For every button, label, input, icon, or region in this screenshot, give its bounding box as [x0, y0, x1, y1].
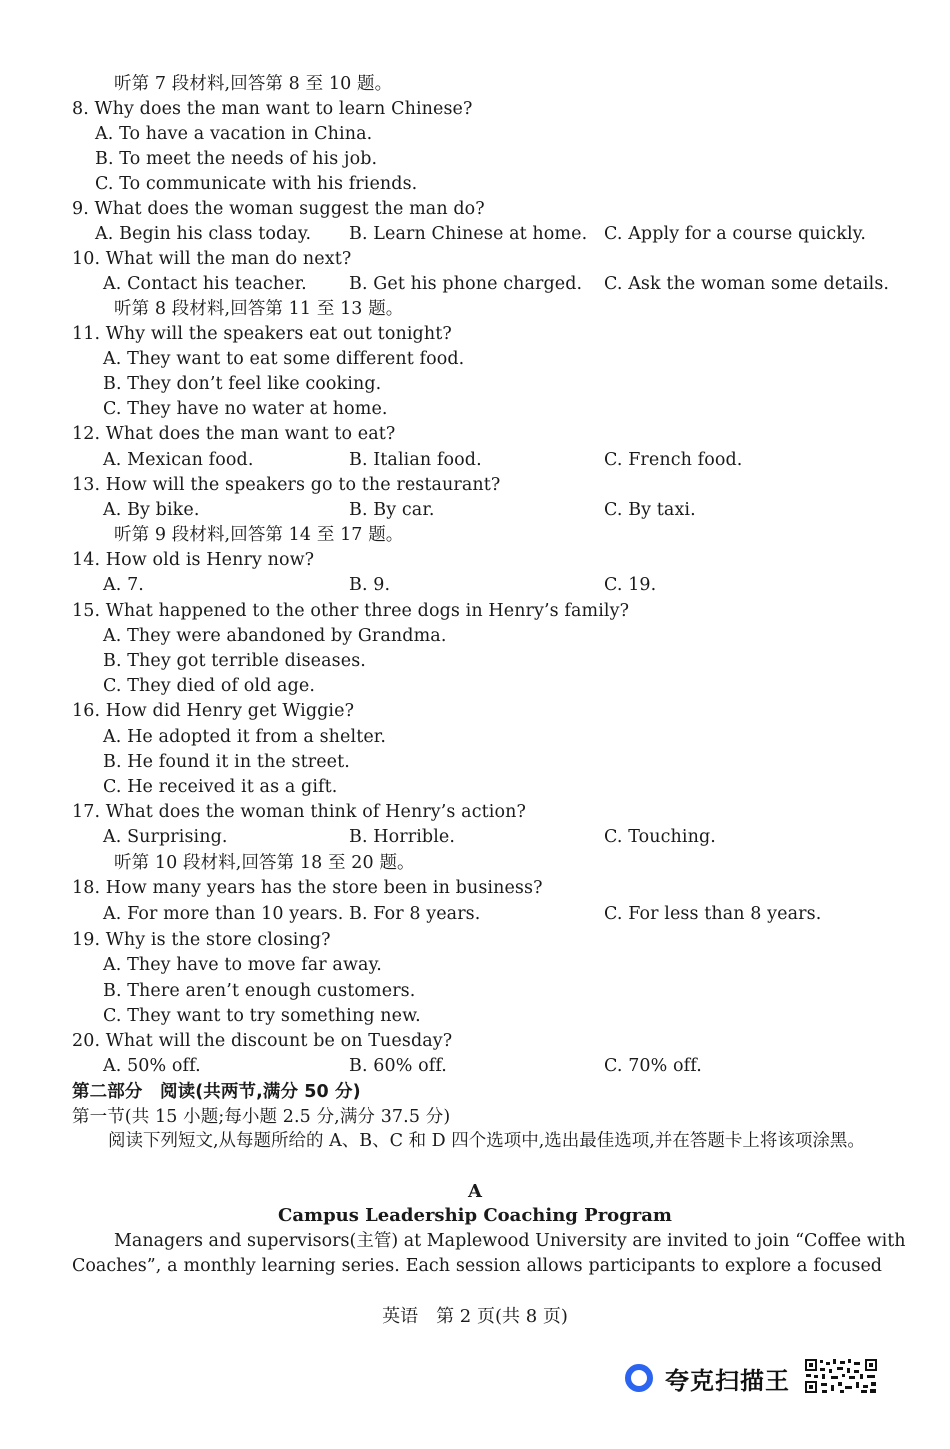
q13-option-b: B. By car. — [349, 500, 435, 520]
question-13: 13. How will the speakers go to the restaurant? — [72, 475, 501, 495]
q18-option-c: C. For less than 8 years. — [604, 904, 822, 924]
q11-option-c: C. They have no water at home. — [103, 399, 388, 419]
question-8: 8. Why does the man want to learn Chinese? — [72, 99, 473, 119]
q10-option-a: A. Contact his teacher. — [103, 274, 307, 294]
q17-option-c: C. Touching. — [604, 827, 716, 847]
section-7-instruction: 听第 7 段材料,回答第 8 至 10 题。 — [114, 74, 393, 94]
q8-option-c: C. To communicate with his friends. — [95, 174, 418, 194]
page-footer: 英语 第 2 页(共 8 页) — [382, 1306, 568, 1327]
q19-option-c: C. They want to try something new. — [103, 1006, 421, 1026]
q12-option-c: C. French food. — [604, 450, 743, 470]
q20-option-b: B. 60% off. — [349, 1056, 447, 1076]
passage-title: Campus Leadership Coaching Program — [278, 1205, 672, 1226]
question-16: 16. How did Henry get Wiggie? — [72, 701, 355, 721]
question-17: 17. What does the woman think of Henry’s action? — [72, 802, 526, 822]
q9-option-b: B. Learn Chinese at home. — [349, 224, 588, 244]
section-one-title: 第一节(共 15 小题;每小题 2.5 分,满分 37.5 分) — [72, 1107, 451, 1127]
part-two-title: 第二部分 阅读(共两节,满分 50 分) — [72, 1082, 361, 1102]
q19-option-b: B. There aren’t enough customers. — [103, 981, 416, 1001]
question-12: 12. What does the man want to eat? — [72, 424, 396, 444]
question-19: 19. Why is the store closing? — [72, 930, 331, 950]
question-18: 18. How many years has the store been in business? — [72, 878, 543, 898]
qr-code-icon — [804, 1358, 878, 1394]
q18-option-b: B. For 8 years. — [349, 904, 481, 924]
question-20: 20. What will the discount be on Tuesday? — [72, 1031, 453, 1051]
passage-line-2: Coaches”, a monthly learning series. Each session allows participants to explore a focused — [72, 1256, 882, 1276]
q14-option-b: B. 9. — [349, 575, 391, 595]
question-15: 15. What happened to the other three dogs in Henry’s family? — [72, 601, 630, 621]
q20-option-c: C. 70% off. — [604, 1056, 702, 1076]
q19-option-a: A. They have to move far away. — [103, 955, 382, 975]
q14-option-c: C. 19. — [604, 575, 657, 595]
question-14: 14. How old is Henry now? — [72, 550, 315, 570]
q16-option-c: C. He received it as a gift. — [103, 777, 338, 797]
q13-option-c: C. By taxi. — [604, 500, 696, 520]
scanner-logo-icon — [625, 1364, 653, 1392]
q9-option-c: C. Apply for a course quickly. — [604, 224, 866, 244]
question-10: 10. What will the man do next? — [72, 249, 352, 269]
question-11: 11. Why will the speakers eat out tonight? — [72, 324, 452, 344]
q8-option-a: A. To have a vacation in China. — [95, 124, 373, 144]
q13-option-a: A. By bike. — [103, 500, 200, 520]
q17-option-b: B. Horrible. — [349, 827, 456, 847]
passage-line-1: Managers and supervisors(主管) at Maplewood University are invited to join “Coffee with — [114, 1231, 906, 1251]
q17-option-a: A. Surprising. — [103, 827, 228, 847]
reading-instruction: 阅读下列短文,从每题所给的 A、B、C 和 D 四个选项中,选出最佳选项,并在答题卡上将该项涂黑。 — [108, 1131, 865, 1151]
passage-letter: A — [468, 1181, 482, 1202]
q14-option-a: A. 7. — [103, 575, 144, 595]
question-9: 9. What does the woman suggest the man do? — [72, 199, 485, 219]
q11-option-a: A. They want to eat some different food. — [103, 349, 465, 369]
section-8-instruction: 听第 8 段材料,回答第 11 至 13 题。 — [114, 299, 404, 319]
q8-option-b: B. To meet the needs of his job. — [95, 149, 378, 169]
q10-option-c: C. Ask the woman some details. — [604, 274, 890, 294]
q20-option-a: A. 50% off. — [103, 1056, 201, 1076]
scanner-watermark — [625, 1358, 790, 1398]
q16-option-b: B. He found it in the street. — [103, 752, 350, 772]
scanner-watermark-text: 夸克扫描王 — [665, 1366, 790, 1395]
q12-option-a: A. Mexican food. — [103, 450, 254, 470]
q18-option-a: A. For more than 10 years. — [103, 904, 344, 924]
q12-option-b: B. Italian food. — [349, 450, 482, 470]
q9-option-a: A. Begin his class today. — [95, 224, 312, 244]
q15-option-a: A. They were abandoned by Grandma. — [103, 626, 447, 646]
q16-option-a: A. He adopted it from a shelter. — [103, 727, 386, 747]
q15-option-c: C. They died of old age. — [103, 676, 315, 696]
q11-option-b: B. They don’t feel like cooking. — [103, 374, 382, 394]
section-9-instruction: 听第 9 段材料,回答第 14 至 17 题。 — [114, 525, 404, 545]
q10-option-b: B. Get his phone charged. — [349, 274, 583, 294]
q15-option-b: B. They got terrible diseases. — [103, 651, 366, 671]
section-10-instruction: 听第 10 段材料,回答第 18 至 20 题。 — [114, 853, 415, 873]
